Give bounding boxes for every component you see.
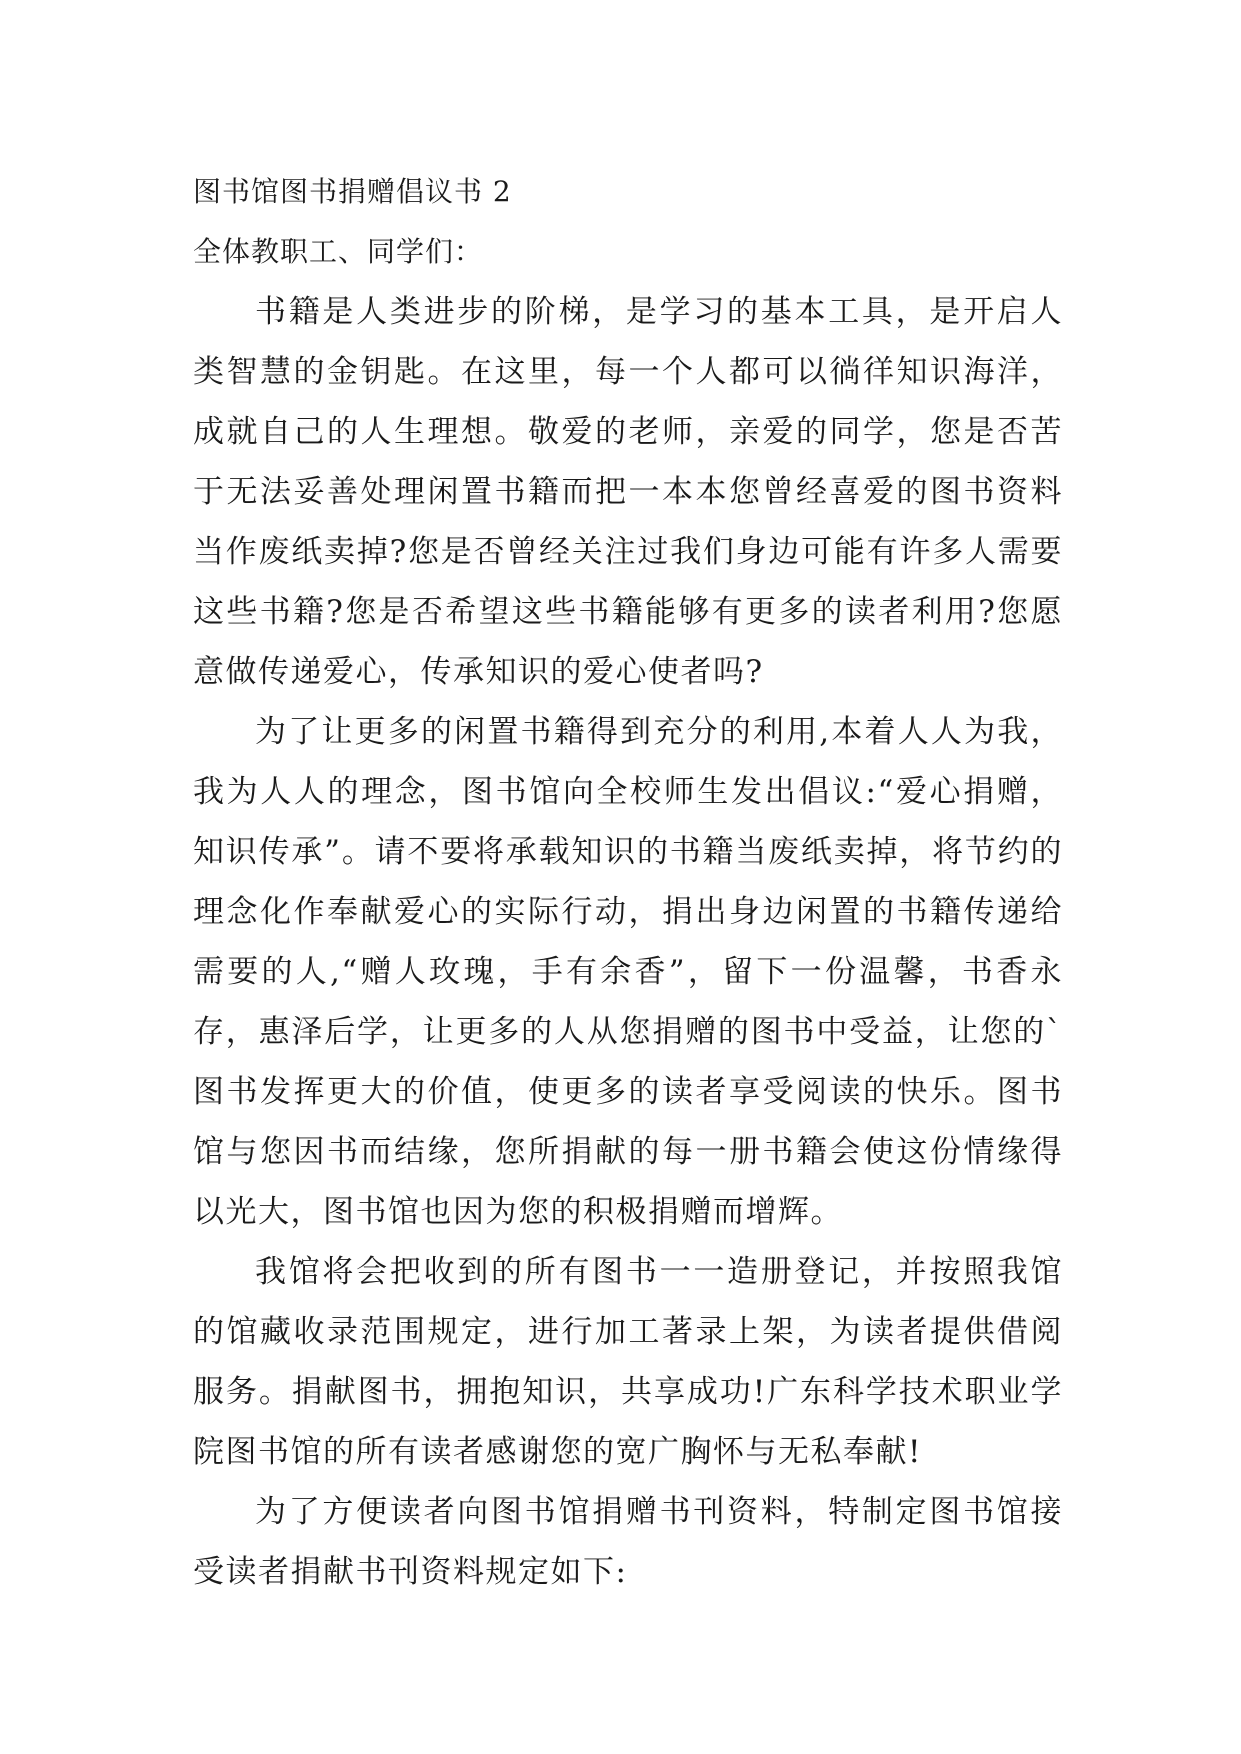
paragraph-1: 书籍是人类进步的阶梯，是学习的基本工具，是开启人类智慧的金钥匙。在这里，每一个人都可以徜徉知识海洋，成就自己的人生理想。敬爱的老师，亲爱的同学，您是否苦于无法妥善处理闲置书籍而把一本本您曾经喜爱的图书资料当作废纸卖掉?您是否曾经关注过我们身边可能有许多人需要这些书籍?您是否希望这些书籍能够有更多的读者利用?您愿意做传递爱心，传承知识的爱心使者吗?	[193, 294, 1063, 690]
document-page	[193, 162, 1063, 1602]
paragraph-2: 为了让更多的闲置书籍得到充分的利用,本着人人为我，我为人人的理念，图书馆向全校师生发出倡议:“爱心捐赠，知识传承”。请不要将承载知识的书籍当废纸卖掉，将节约的理念化作奉献爱心的实际行动，捐出身边闲置的书籍传递给需要的人,“赠人玫瑰，手有余香”，留下一份温馨，书香永存，惠泽后学，让更多的人从您捐赠的图书中受益，让您的`图书发挥更大的价值，使更多的读者享受阅读的快乐。图书馆与您因书而结缘，您所捐献的每一册书籍会使这份情缘得以光大，图书馆也因为您的积极捐赠而增辉。	[193, 714, 1063, 1230]
salutation: 全体教职工、同学们：	[193, 235, 484, 268]
paragraph-4: 为了方便读者向图书馆捐赠书刊资料，特制定图书馆接受读者捐献书刊资料规定如下:	[193, 1494, 1063, 1590]
document-title: 图书馆图书捐赠倡议书 2	[193, 175, 512, 208]
paragraph-3: 我馆将会把收到的所有图书一一造册登记，并按照我馆的馆藏收录范围规定，进行加工著录上架，为读者提供借阅服务。捐献图书，拥抱知识，共享成功!广东科学技术职业学院图书馆的所有读者感谢您的宽广胸怀与无私奉献!	[193, 1254, 1063, 1470]
